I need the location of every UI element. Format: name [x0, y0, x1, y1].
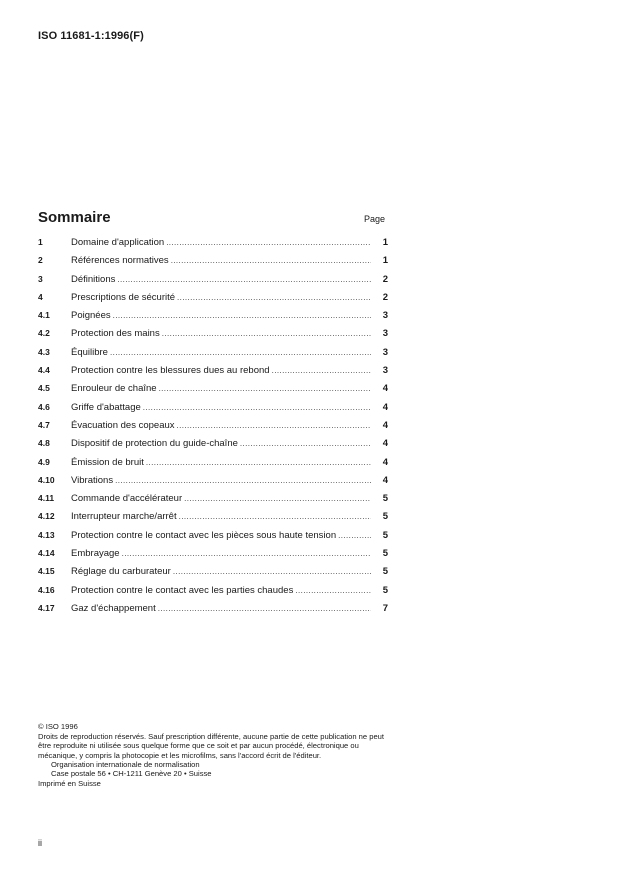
- toc-entry-number: 4: [38, 291, 43, 302]
- toc-entry[interactable]: [38, 255, 388, 273]
- toc-entry[interactable]: [38, 402, 388, 420]
- toc-entry-number: 4.15: [38, 566, 55, 577]
- toc-entry-title: Commande d'accélérateur: [71, 493, 183, 505]
- toc-dot-leader: [158, 603, 371, 614]
- rights-statement: Droits de reproduction réservés. Sauf prescription différente, aucune partie de cette publication ne peut être reproduite ni utilisée sous quelque forme que ce soit et par aucun procédé, électronique ou mécanique, y compris la photocopie et les microfilms, sans l'accord écrit de l'éditeur.: [38, 732, 385, 760]
- toc-entry-page: 4: [382, 383, 388, 395]
- toc-entry-page: 4: [382, 438, 388, 450]
- toc-entry-number: 4.11: [38, 493, 55, 504]
- toc-entry-page: 2: [382, 291, 388, 303]
- toc-entry-page: 5: [382, 493, 388, 505]
- toc-entry[interactable]: [38, 548, 388, 566]
- toc-entry[interactable]: [38, 603, 388, 621]
- toc-entry-page: 5: [382, 529, 388, 541]
- printed-in: Imprimé en Suisse: [38, 779, 101, 789]
- toc-dot-leader: [173, 566, 371, 577]
- toc-entry-number: 4.2: [38, 328, 50, 339]
- toc-entry-page: 5: [382, 566, 388, 578]
- toc-entry-page: 3: [382, 310, 388, 322]
- toc-entry-title: Griffe d'abattage: [71, 401, 141, 413]
- toc-dot-leader: [166, 237, 371, 248]
- toc-dot-leader: [171, 255, 371, 266]
- toc-entry-page: 2: [382, 273, 388, 285]
- toc-entry-title: Définitions: [71, 273, 116, 285]
- toc-entry-number: 4.14: [38, 548, 55, 559]
- page-number: ii: [38, 838, 42, 848]
- toc-entry-page: 3: [382, 365, 388, 377]
- toc-entry-title: Embrayage: [71, 548, 120, 560]
- toc-dot-leader: [179, 511, 371, 522]
- toc-entry-title: Gaz d'échappement: [71, 602, 156, 614]
- toc-dot-leader: [122, 548, 371, 559]
- toc-entry[interactable]: [38, 237, 388, 255]
- toc-entry-page: 3: [382, 328, 388, 340]
- toc-dot-leader: [159, 383, 371, 394]
- toc-entry[interactable]: [38, 566, 388, 584]
- toc-entry-page: 5: [382, 548, 388, 560]
- toc-dot-leader: [240, 438, 371, 449]
- toc-entry[interactable]: [38, 347, 388, 365]
- toc-entry-number: 4.7: [38, 419, 50, 430]
- toc-entry-page: 1: [382, 255, 388, 267]
- toc-entry-title: Poignées: [71, 310, 111, 322]
- toc-entry[interactable]: [38, 383, 388, 401]
- toc-entry-title: Prescriptions de sécurité: [71, 291, 176, 303]
- toc-dot-leader: [177, 420, 371, 431]
- toc-dot-leader: [272, 365, 371, 376]
- copyright-notice: [38, 722, 386, 788]
- toc-entry[interactable]: [38, 420, 388, 438]
- toc-dot-leader: [295, 585, 371, 596]
- toc-entry-number: 4.3: [38, 346, 50, 357]
- toc-dot-leader: [117, 274, 371, 285]
- document-header: ISO 11681-1:1996(F): [38, 30, 144, 42]
- toc-entry-title: Protection contre le contact avec les pièces sous haute tension: [71, 529, 337, 541]
- toc-dot-leader: [162, 328, 371, 339]
- toc-page-column-label: Page: [363, 214, 385, 224]
- copyright-line: © ISO 1996: [38, 722, 78, 731]
- toc-title: Sommaire: [38, 209, 111, 226]
- toc-entry[interactable]: [38, 365, 388, 383]
- toc-entry-title: Émission de bruit: [71, 456, 144, 468]
- toc-entry[interactable]: [38, 274, 388, 292]
- toc-dot-leader: [113, 310, 371, 321]
- toc-entry-number: 3: [38, 273, 43, 284]
- toc-entry-page: 5: [382, 584, 388, 596]
- toc-entry[interactable]: [38, 457, 388, 475]
- toc-entry-number: 4.16: [38, 584, 55, 595]
- toc-dot-leader: [177, 292, 371, 303]
- organization-name: Organisation internationale de normalisation: [51, 759, 200, 769]
- toc-entry-page: 1: [382, 237, 388, 248]
- toc-entry-number: 4.4: [38, 365, 50, 376]
- toc-entry-page: 4: [382, 419, 388, 431]
- toc-entry-number: 4.12: [38, 511, 55, 522]
- toc-entry-number: 4.9: [38, 456, 50, 467]
- toc-entry-title: Domaine d'application: [71, 237, 165, 248]
- toc-dot-leader: [184, 493, 371, 504]
- toc-entry[interactable]: [38, 310, 388, 328]
- toc-entry-title: Dispositif de protection du guide-chaîne: [71, 438, 238, 450]
- toc-entry-number: 4.8: [38, 438, 50, 449]
- toc-entry[interactable]: [38, 292, 388, 310]
- toc-entry-title: Références normatives: [71, 255, 169, 267]
- toc-entry-page: 4: [382, 456, 388, 468]
- toc-entry-number: 4.13: [38, 529, 55, 540]
- toc-entry-number: 4.1: [38, 310, 50, 321]
- toc-entry-number: 4.10: [38, 474, 55, 485]
- toc-entry-number: 2: [38, 255, 43, 266]
- toc-entry-title: Vibrations: [71, 474, 114, 486]
- toc-entry-title: Réglage du carburateur: [71, 566, 171, 578]
- toc-dot-leader: [110, 347, 371, 358]
- toc-entry-title: Évacuation des copeaux: [71, 419, 175, 431]
- toc-entry-page: 5: [382, 511, 388, 523]
- toc-dot-leader: [146, 457, 371, 468]
- toc-entry-number: 4.5: [38, 383, 50, 394]
- organization-address: Case postale 56 • CH-1211 Genève 20 • Suisse: [51, 769, 212, 779]
- toc-entry-number: 4.17: [38, 602, 55, 613]
- toc-entry[interactable]: [38, 511, 388, 529]
- toc-entry[interactable]: [38, 328, 388, 346]
- toc-dot-leader: [338, 530, 371, 541]
- toc-entry-page: 7: [382, 602, 388, 614]
- toc-entry[interactable]: [38, 438, 388, 456]
- toc-entry-page: 4: [382, 401, 388, 413]
- toc-entry-number: 4.6: [38, 401, 50, 412]
- toc-entry-page: 3: [382, 346, 388, 358]
- toc-entry-page: 4: [382, 474, 388, 486]
- toc-dot-leader: [143, 402, 371, 413]
- toc-entry[interactable]: [38, 585, 388, 603]
- toc-entry[interactable]: [38, 475, 388, 493]
- toc-dot-leader: [115, 475, 371, 486]
- toc-entry-title: Enrouleur de chaîne: [71, 383, 157, 395]
- toc-entry-title: Protection contre les blessures dues au rebond: [71, 365, 270, 377]
- toc-entry-title: Équilibre: [71, 346, 108, 358]
- table-of-contents: [38, 237, 388, 621]
- toc-entry[interactable]: [38, 493, 388, 511]
- toc-entry-title: Interrupteur marche/arrêt: [71, 511, 177, 523]
- toc-entry[interactable]: [38, 530, 388, 548]
- toc-entry-title: Protection contre le contact avec les parties chaudes: [71, 584, 294, 596]
- toc-entry-title: Protection des mains: [71, 328, 160, 340]
- toc-entry-number: 1: [38, 237, 43, 247]
